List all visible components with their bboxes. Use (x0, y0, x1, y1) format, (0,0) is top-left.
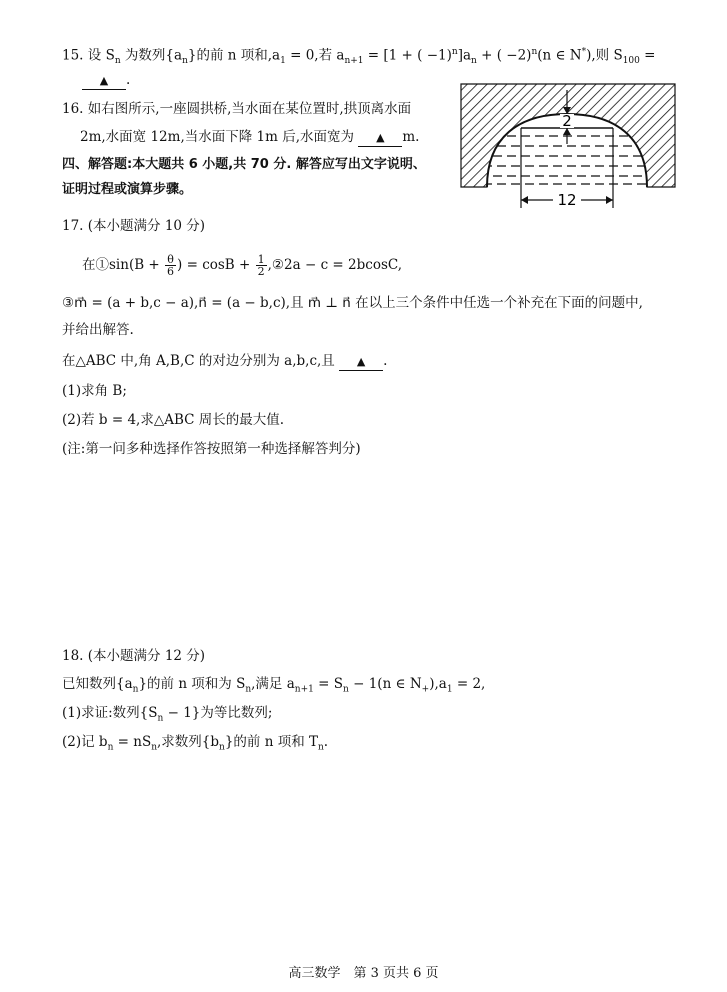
triangle-icon: ▲ (376, 131, 385, 144)
q16-answer-blank[interactable] (358, 129, 402, 147)
arch-bridge-figure (459, 82, 677, 214)
fraction-theta-over-6: $\frac{\theta}{6}$ (167, 253, 175, 278)
q15-answer-blank[interactable] (82, 72, 126, 90)
section4-heading-line2: 证明过程或演算步骤。 (62, 182, 193, 197)
width-label: 12 (557, 191, 577, 209)
q17-note: (注:第一问多种选择作答按照第一种选择解答判分) (62, 441, 361, 457)
q17-condition-blank[interactable] (339, 353, 383, 371)
page-footer: 高三数学 第 3 页共 6 页 (288, 966, 439, 981)
width-arrow-left-icon (521, 196, 528, 204)
q17-part1: (1)求角 B; (62, 383, 127, 399)
water-dashes (479, 136, 659, 184)
fraction-one-half: $\frac{1}{2}$ (257, 253, 265, 278)
height-label: 2 (562, 112, 572, 130)
q17-conditions-line2: ③m⃗ = (a + b,c − a),n⃗ = (a − b,c),且 m⃗ ⊥ n⃗ 在以上三个条件中任选一个补充在下面的问题中, (62, 295, 643, 311)
q15-line2: ▲ . (82, 70, 130, 90)
q16-line1: 16. 如右图所示,一座圆拱桥,当水面在某位置时,拱顶离水面 (62, 101, 412, 117)
q18-given: 已知数列$\{a_n\}$的前 n 项和为 $S_n$,满足 $a_{n+1} = S_n - 1(n$ ∈ $N_+),a_1 = 2$, (62, 676, 486, 695)
triangle-icon: ▲ (356, 355, 366, 368)
q18-part2: (2)记 $b_n = nS_n$,求数列$\{b_n\}$的前 n 项和 $T_n$. (62, 734, 329, 753)
q18-part1: (1)求证:数列$\{S_n - 1\}$为等比数列; (62, 705, 273, 724)
q15-number: 15. (62, 47, 84, 64)
width-arrow-right-icon (606, 196, 613, 204)
q17-part2: (2)若 b = 4,求△ABC 周长的最大值. (62, 412, 285, 428)
q17-header: 17. (本小题满分 10 分) (62, 218, 206, 234)
section4-heading-line1: 四、解答题:本大题共 6 小题,共 70 分. 解答应写出文字说明、 (62, 157, 426, 172)
q15-line1: 15. 设 $S_n$ 为数列$\{a_n\}$的前 n 项和$,a_1 = 0$,若 $a_{n+1} = [1$ + ( $-1)^n]a_n$ + ( −2)$^n$(n ∈ N*),则 $S_{100}$ = (62, 47, 656, 67)
q18-header: 18. (本小题满分 12 分) (62, 648, 206, 664)
q16-number: 16. (62, 101, 84, 117)
q17-conditions-line1: 在①sin(B + $\frac{\theta}{6}$ ) = cosB + $\frac{1}{2}$ ,②2a − c = 2bcosC, (82, 253, 403, 278)
triangle-icon: ▲ (99, 74, 109, 87)
q17-problem-statement: 在△ABC 中,角 A,B,C 的对边分别为 a,b,c,且 ▲ . (62, 353, 388, 369)
q17-conditions-line3: 并给出解答. (62, 322, 134, 338)
q16-line2: 2m,水面宽 12m,当水面下降 1m 后,水面宽为 ▲ m. (80, 129, 420, 145)
